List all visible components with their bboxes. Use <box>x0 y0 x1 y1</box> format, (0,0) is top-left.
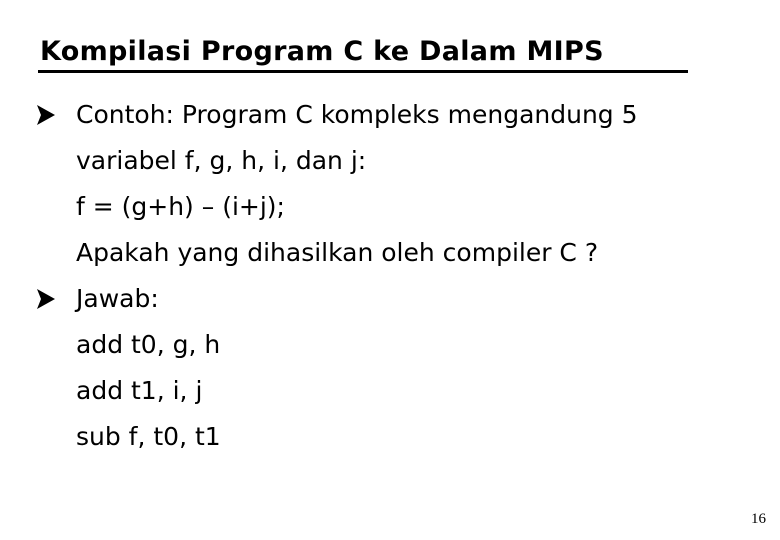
bullet-item <box>34 92 638 138</box>
code-expression <box>34 184 638 230</box>
mips-instruction <box>34 368 638 414</box>
instruction-text: add t1, i, j <box>76 376 203 405</box>
bullet-text: f = (g+h) – (i+j); <box>76 192 285 221</box>
instruction-text: sub f, t0, t1 <box>76 422 221 451</box>
question-line <box>34 230 638 276</box>
bullet-text: Jawab: <box>76 284 159 313</box>
bullet-text: Apakah yang dihasilkan oleh compiler C ? <box>76 238 599 267</box>
mips-instruction <box>34 414 638 460</box>
bullet-continuation <box>34 138 638 184</box>
bullet-item <box>34 276 638 322</box>
title-underline <box>38 70 688 73</box>
bullet-text: variabel f, g, h, i, dan j: <box>76 146 367 175</box>
page-number: 16 <box>751 511 766 527</box>
arrow-bullet-icon <box>34 287 58 311</box>
arrow-bullet-icon <box>34 103 58 127</box>
bullet-text: Contoh: Program C kompleks mengandung 5 <box>76 100 638 129</box>
slide-body <box>34 92 638 460</box>
instruction-text: add t0, g, h <box>76 330 221 359</box>
mips-instruction <box>34 322 638 368</box>
slide-title: Kompilasi Program C ke Dalam MIPS <box>40 36 604 67</box>
